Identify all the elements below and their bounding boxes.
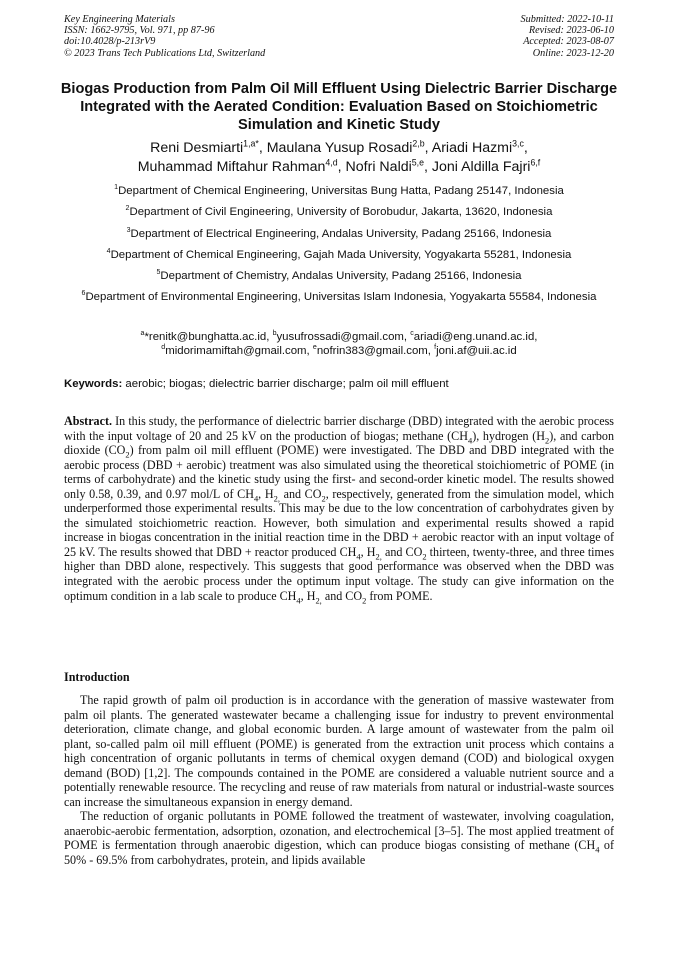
date-accepted: Accepted: 2023-08-07 [523,36,614,48]
affiliation: $^2$Department of Civil Engineering, University of Borobudur, Jakarta, 13620, Indonesia [125,205,553,219]
abstract: Abstract. In this study, the performance of dielectric barrier discharge (DBD) integrated with the aerobic process with the input voltage of 20 and 25 kV on the production of biogas; methane $(CH_4)$, hydrogen $(H_2)$, and carbon dioxide $(CO_2)$ from palm oil mill effluent (POME) were investigated. The DBD and DBD integrated with the aerobic process (DBD + aerobic) treatment was also simulated using the theoretical stoichiometric of POME (in terms of carbohydrate) and the kinetic study using the first- and second-order kinetic model. The results showed only 0.58, 0.39, and 0.97 mol/L of $CH_4$, $H_{2,}$ and $CO_2$, respectively, generated from the simulation model, which underperformed those experimental results. This may be due to the low concentration of carbohydrates given by the simulated stoichiometric reaction. However, both simulation and experimental results showed a rapid increase in biogas concentration in the initial reaction time in the DBD + aerobic reactor with an input voltage of 25 kV. The results showed that DBD + reactor produced $CH_4$, $H_{2,}$ and $CO_2$ thirteen, twenty-three, and three times higher than DBD alone, respectively. This suggests that good performance was observed when the DBD was integrated with the aerobic process under the optimum input voltage. The study can give information on the optimum condition in a lab scale to produce $CH_4$, $H_{2,}$ and $CO_2$ from POME. [64,414,615,605]
paragraph: The reduction of organic pollutants in POME followed the treatment of wastewater, involving coagulation, anaerobic-aerobic fermentation, adsorption, ozonation, and electrochemical [3–5]. The most applied treatment of POME is fermentation through anaerobic digestion, which can produce biogas consisting of methane ($CH_4$ of 50% - 69.5% from carbohydrates, protein, and lipids available [64,809,614,868]
date-revised: Revised: 2023-06-10 [528,25,614,37]
journal-header [64,14,614,59]
introduction-heading: Introduction [64,670,130,684]
affiliation: $^4$Department of Chemical Engineering, Gajah Mada University, Yogyakarta 55281, Indonesia [106,248,572,261]
paper-title: Biogas Production from Palm Oil Mill Effluent Using Dielectric Barrier Discharge Integrated with the Aerated Condition: Evaluation Based on Stoichiometric Simulation and Kinetic Study [60,81,618,134]
journal-name: Key Engineering Materials [64,14,175,25]
email: $^e$nofrin383@gmail.com, [312,344,435,357]
author: Muhammad Miftahur Rahman$^{4,d}$, [137,157,346,175]
paragraph: The rapid growth of palm oil production is in accordance with the generation of massive wastewater from palm oil plants. The generated wastewater became a challenging issue for industry to prevent environmental deterioration, climate change, and global economic burden. A large amount of wastewater from the palm oil plant, so-called palm oil mill effluent (POME) is generated from the extraction unit process which contains a high concentration of organic pollutants in terms of chemical oxygen demand (COD) and biological oxygen demand (BOD) [1,2]. The compounds contained in the POME are considered a valuable nutrient source and a potentially renewable resource. The recycling and reuse of raw materials from natural or industrial-waste sources can increase the simultaneous expansion in energy demand. [64,693,614,809]
journal-info [64,14,265,59]
author: Ariadi Hazmi$^{3,c}$, [431,138,528,156]
author: Reni Desmiarti$^{1,a*}$, [150,138,267,156]
author: Joni Aldilla Fajri$^{6,f}$ [431,157,541,175]
keywords-label: Keywords: [64,378,123,390]
affiliation: $^6$Department of Environmental Engineering, Universitas Islam Indonesia, Yogyakarta 55584, Indonesia [81,290,597,304]
introduction-body [64,693,614,868]
affiliation: $^1$Department of Chemical Engineering, Universitas Bung Hatta, Padang 25147, Indonesia [114,184,564,197]
keywords-text: aerobic; biogas; dielectric barrier discharge; palm oil mill effluent [125,378,449,390]
abstract-label: Abstract. [64,414,113,428]
affiliation-list [64,184,614,312]
author: Nofri Naldi$^{5,e}$, [345,157,432,175]
email: $^b$yusufrossadi@gmail.com, [272,330,411,343]
author-list [64,139,614,177]
email: $^f$joni.af@uii.ac.id [434,344,517,357]
article-dates [521,14,614,59]
date-submitted: Submitted: 2022-10-11 [520,14,614,25]
email: $^d$midorimamiftah@gmail.com, [161,344,313,357]
author: Maulana Yusup Rosadi$^{2,b}$, [266,138,432,156]
keywords [64,377,614,391]
date-online: Online: 2023-12-20 [532,47,614,59]
journal-issn: ISSN: 1662-9795, Vol. 971, pp 87-96 [64,25,215,37]
journal-doi: doi:10.4028/p-213rV9 [64,36,156,48]
email: $^c$ariadi@eng.unand.ac.id, [410,330,538,343]
affiliation: $^5$Department of Chemistry, Andalas University, Padang 25166, Indonesia [156,269,522,283]
journal-copyright: © 2023 Trans Tech Publications Ltd, Switzerland [64,47,266,59]
affiliation: $^3$Department of Electrical Engineering, Andalas University, Padang 25166, Indonesia [126,226,552,240]
email: $^a$*renitk@bunghatta.ac.id, [140,330,273,343]
email-list [64,330,614,358]
